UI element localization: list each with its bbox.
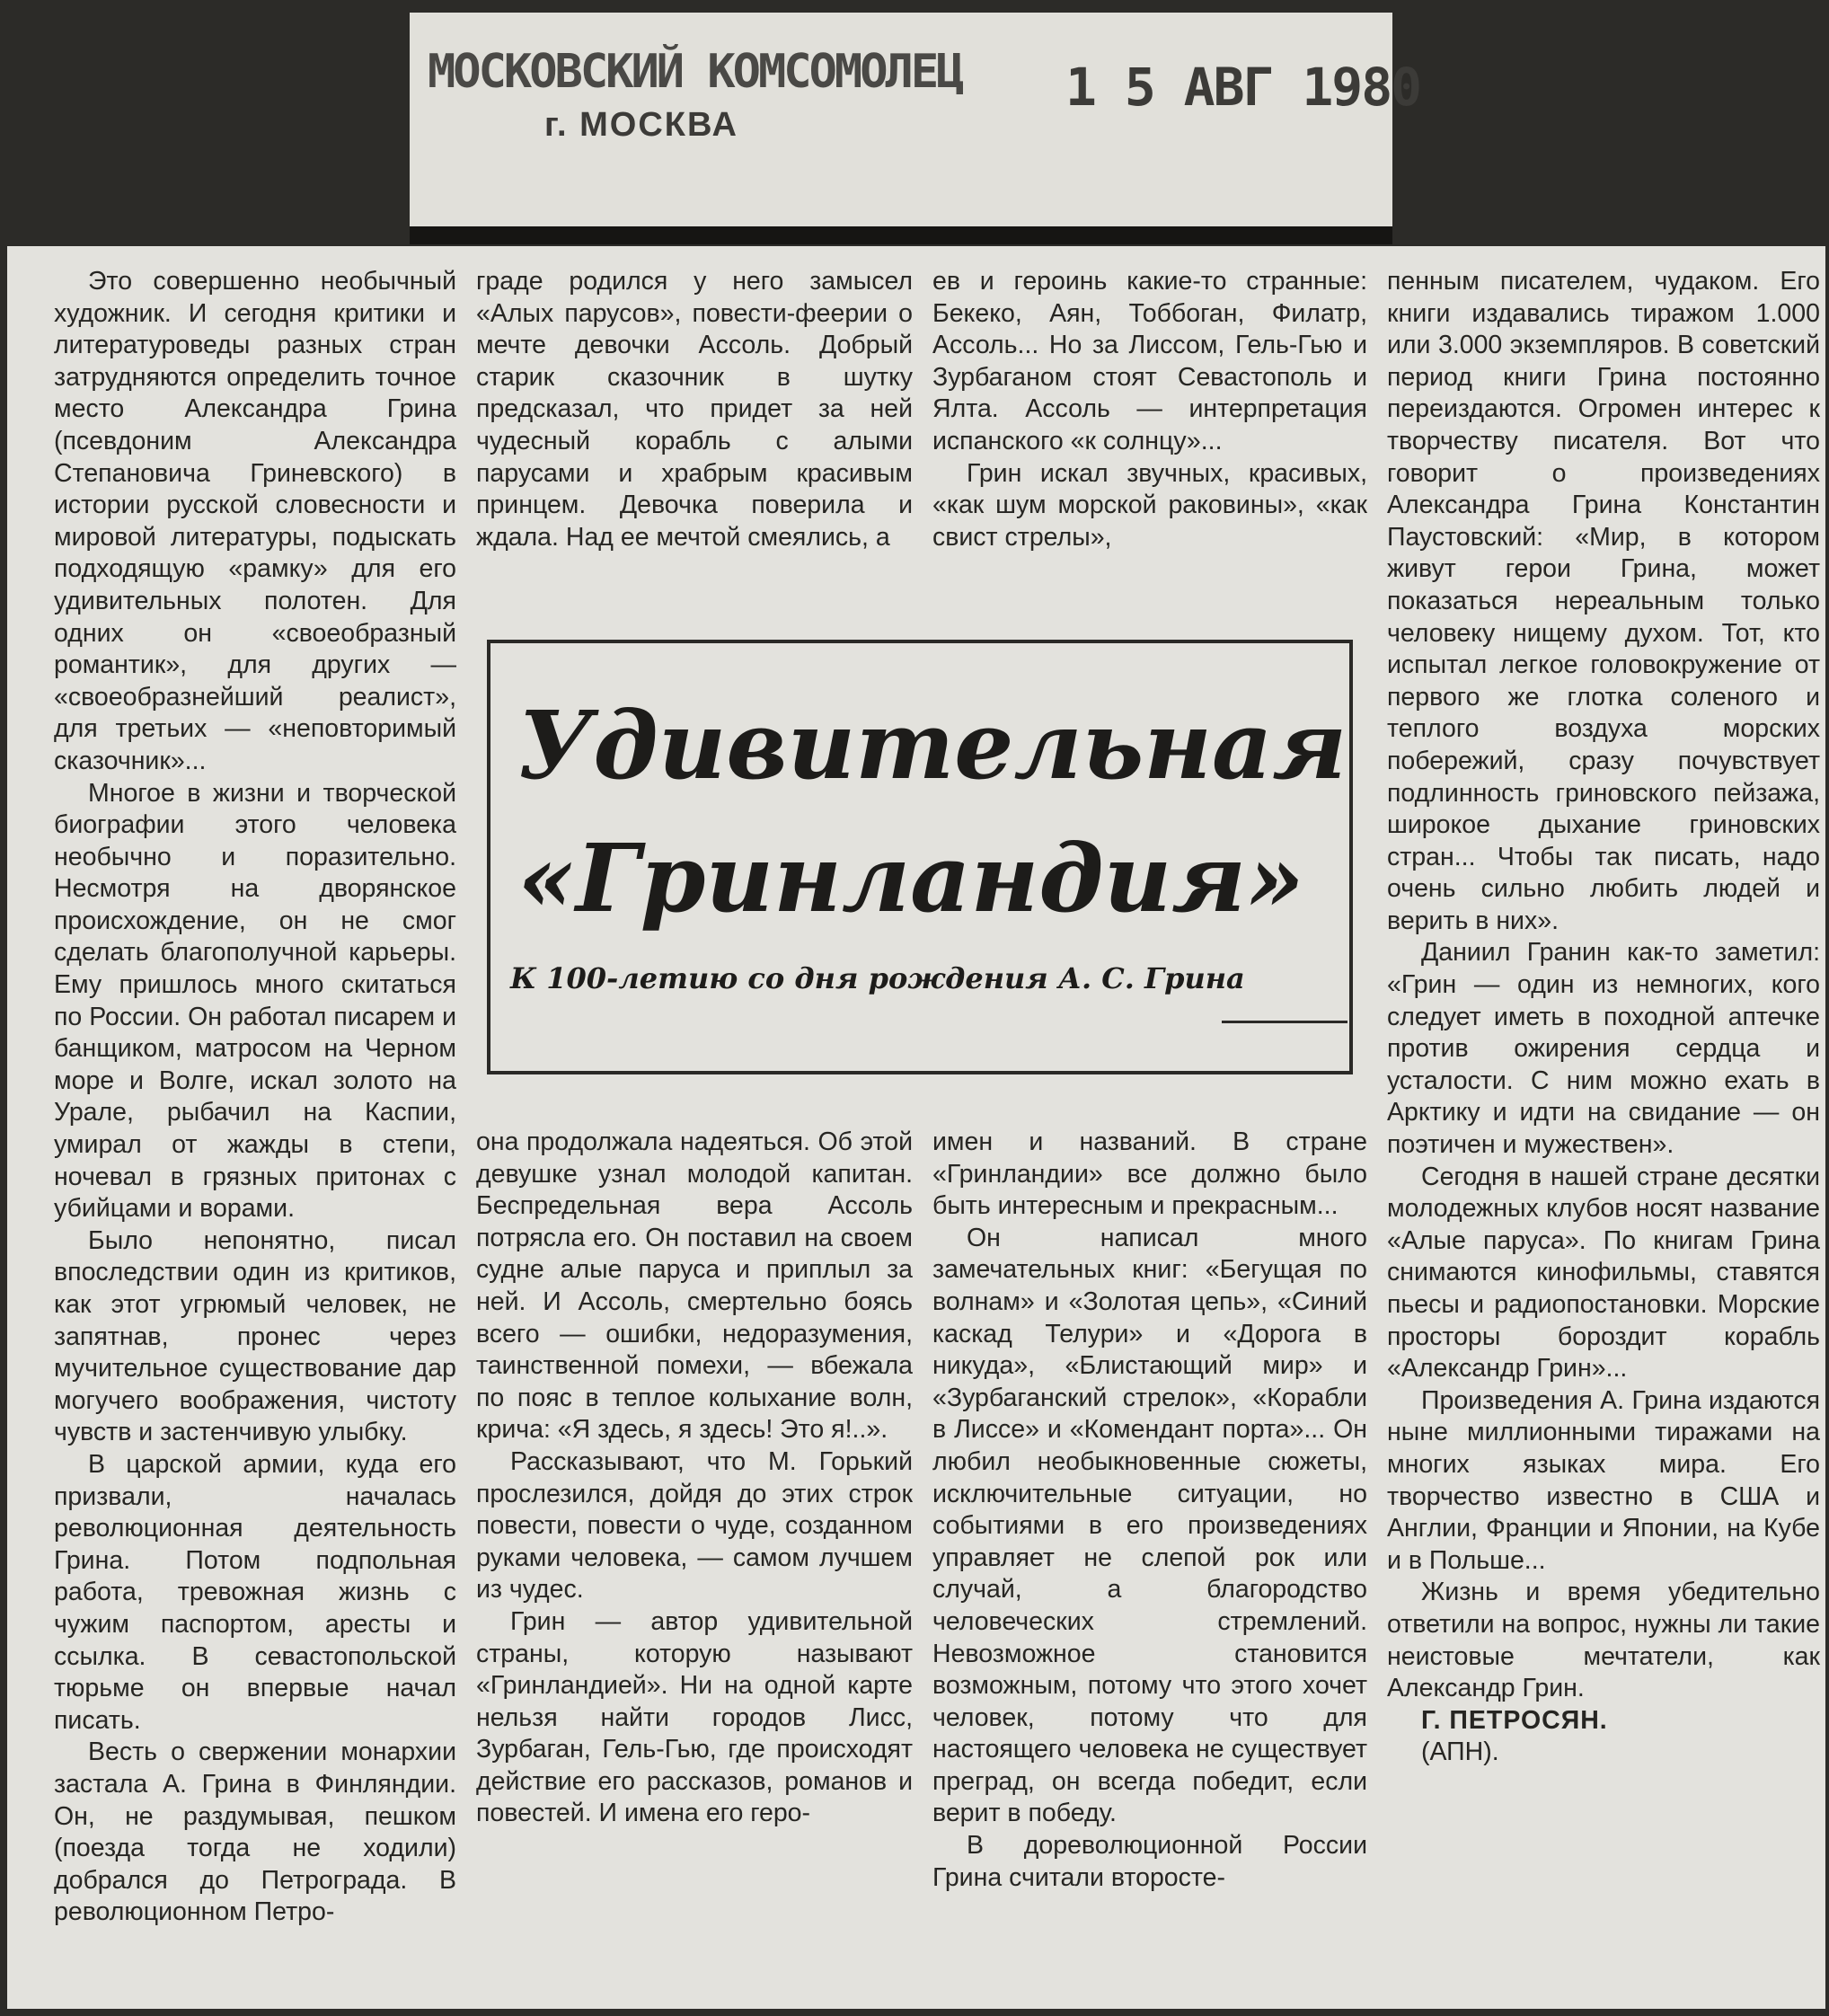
article-column-1 (54, 266, 456, 2000)
paragraph: Он написал много замечательных книг: «Бегущая по волнам» и «Золотая цепь», «Синий каскад Телури» и «Дорога в никуда», «Блистающий мир» и «Зурбаганский стрелок», «Корабли в Лиссе» и «Комендант порта»... Он любил необыкновенные сюжеты, исключительные ситуации, но событиями в его произведениях управляет не слепой рок или случай, а благородство человеческих стремлений. Невозможное становится возможным, потому что этого хочет человек, потому что для настоящего человека не существует преград, он всегда победит, если верит в победу. (932, 1223, 1367, 1828)
subtitle-underline (1222, 1021, 1347, 1023)
news-agency: (АПН). (1421, 1737, 1499, 1767)
paragraph: Грин — автор удивительной страны, которую называют «Гринландией». Ни на одной карте нельзя найти городов Лисс, Зурбаган, Гель-Гью, где происходят действие его рассказов, романов и повестей. И имена его геро- (476, 1606, 913, 1828)
author-signature: Г. ПЕТРОСЯН. (1421, 1705, 1608, 1735)
article-column-2-lower (476, 1127, 913, 1998)
article-title-line-1: Удивительная (517, 690, 1347, 800)
paragraph: ев и героинь какие-то странные: Бекеко, Аян, Тоббоган, Филатр, Ассоль... Но за Лиссом, Гель-Гью и Зурбаганом стоят Севастополь и Ялта. Ассоль — интерпретация испанского «к солнцу»... (932, 267, 1367, 455)
headline-box (487, 640, 1353, 1074)
article-column-4 (1387, 266, 1820, 2000)
article-column-2-upper (476, 266, 913, 598)
paragraph: Грин искал звучных, красивых, «как шум морской раковины», «как свист стрелы», (932, 458, 1367, 552)
article-column-3-upper (932, 266, 1367, 598)
paragraph: Даниил Гранин как-то заметил: «Грин — один из немногих, кого следует иметь в походной аптечке против ожирения сердца и усталости. С ним можно ехать в Арктику и идти на свидание — он поэтичен и мужествен». (1387, 938, 1820, 1160)
stamp-city: г. МОСКВА (544, 106, 738, 144)
article-column-3-lower (932, 1127, 1367, 1998)
paragraph: Было непонятно, писал впоследствии один из критиков, как этот угрюмый человек, не запятнав, пронес через мучительное существование дар могучего воображения, чистоту чувств и застенчивую улыбку. (54, 1225, 456, 1447)
stamp-date: 1 5 АВГ 1980 (1065, 57, 1421, 118)
paragraph: Многое в жизни и творческой биографии этого человека необычно и поразительно. Несмотря на дворянское происхождение, он не смог сделать благополучной карьеры. Ему пришлось много скитаться по России. Он работал писарем и банщиком, матросом на Черном море и Волге, искал золото на Урале, рыбачил на Каспии, умирал от жажды в степи, ночевал в грязных притонах с убийцами и ворами. (54, 778, 456, 1224)
paragraph: она продолжала надеяться. Об этой девушке узнал молодой капитан. Беспредельная вера Ассоль потрясла его. Он поставил на своем судне алые паруса и приплыл за ней. И Ассоль, смертельно боясь всего — ошибки, недоразумения, таинственной помехи, — вбежала по пояс в теплое колыхание волн, крича: «Я здесь, я здесь! Это я!..». (476, 1127, 913, 1445)
paragraph: имен и названий. В стране «Гринландии» все должно было быть интересным и прекрасным... (932, 1127, 1367, 1221)
paragraph: В дореволюционной России Грина считали второсте- (932, 1831, 1367, 1892)
paragraph: Это совершенно необычный художник. И сегодня критики и литературоведы разных стран затрудняются определить точное место Александра Грина (псевдоним Александра Степановича Гриневского) в истории русской словесности и мировой литературы, подыскать подходящую «рамку» для его удивительных полотен. Для одних он «своеобразный романтик», для других — «своеобразнейший реалист», для третьих — «неповторимый сказочник»... (54, 267, 456, 775)
article-title (517, 679, 1347, 945)
paragraph: Сегодня в нашей стране десятки молодежных клубов носят название «Алые паруса». По книгам Грина снимаются кинофильмы, ставятся пьесы и радиопостановки. Морские просторы бороздит корабль «Александр Грин»... (1387, 1162, 1820, 1384)
paragraph: граде родился у него замысел «Алых парусов», повести-феерии о мечте девочки Ассоль. Добрый старик сказочник в шутку предсказал, что придет за ней чудесный корабль с алыми парусами и храбрым красивым принцем. Девочка поверила и ждала. Над ее мечтой смеялись, а (476, 267, 913, 552)
newspaper-clipping (7, 246, 1825, 2009)
article-subtitle: К 100-летию со дня рождения А. С. Грина (510, 961, 1245, 995)
paragraph: Произведения А. Грина издаются ныне миллионными тиражами на многих языках мира. Его творчество известно в США и Англии, Франции и Японии, на Кубе и в Польше... (1387, 1385, 1820, 1575)
press-clipping-stamp (410, 13, 1421, 244)
article-title-line-2: «Гринландия» (517, 823, 1304, 933)
paragraph: В царской армии, куда его призвали, началась революционная деятельность Грина. Потом подпольная работа, тревожная жизнь с чужим паспортом, аресты и ссылка. В севастопольской тюрьме он впервые начал писать. (54, 1449, 456, 1735)
paragraph: Рассказывают, что М. Горький прослезился, дойдя до этих строк повести, повести о чуде, созданном руками человека, — самом лучшем из чудес. (476, 1446, 913, 1605)
paragraph: Весть о свержении монархии застала А. Грина в Финляндии. Он, не раздумывая, пешком (поезда тогда не ходили) добрался до Петрограда. В революционном Петро- (54, 1737, 456, 1927)
stamp-divider (410, 226, 1392, 244)
stamp-publication-name: МОСКОВСКИЙ КОМСОМОЛЕЦ (428, 45, 962, 99)
paragraph: Жизнь и время убедительно ответили на вопрос, нужны ли такие неистовые мечтатели, как Александр Грин. (1387, 1578, 1820, 1703)
paragraph: пенным писателем, чудаком. Его книги издавались тиражом 1.000 или 3.000 экземпляров. В советский период книги Грина постоянно переиздаются. Огромен интерес к творчеству писателя. Вот что говорит о произведениях Александра Грина Константин Паустовский: «Мир, в котором живут герои Грина, может показаться нереальным только человеку нищему духом. Тот, кто испытал легкое головокружение от первого же глотка соленого и теплого воздуха морских побережий, сразу почувствует подлинность гриновского пейзажа, широкое дыхание гриновских стран... Чтобы так писать, надо очень сильно любить людей и верить в них». (1387, 267, 1820, 935)
